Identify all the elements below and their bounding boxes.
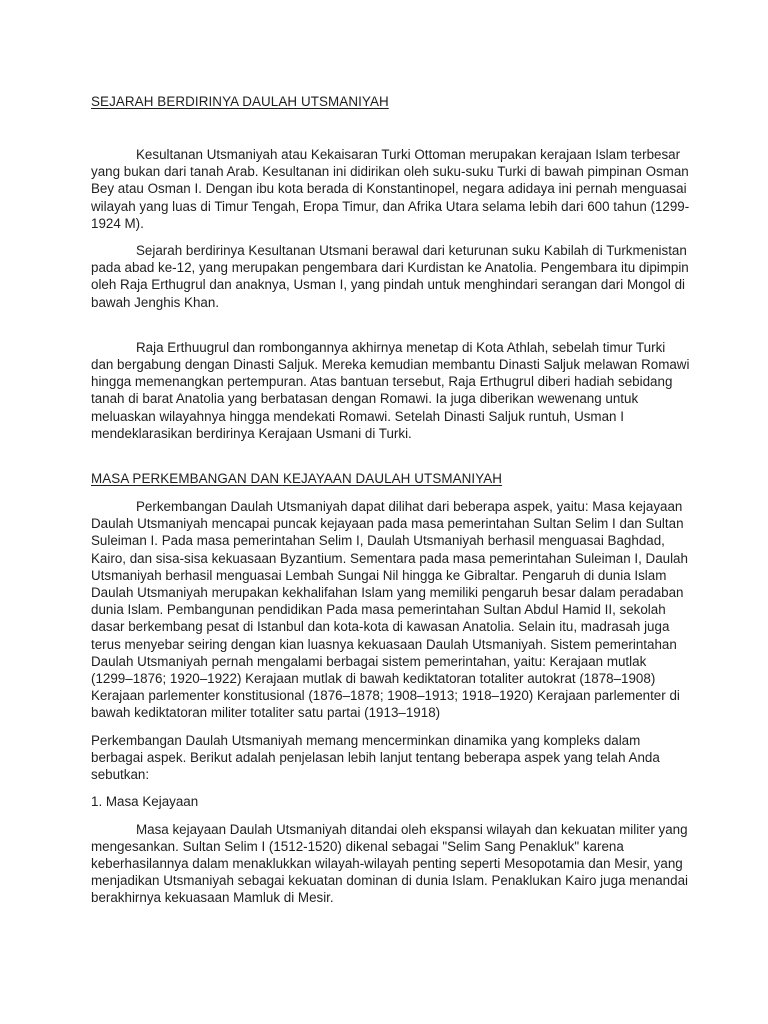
list-item-golden-age: 1. Masa Kejayaan — [91, 794, 199, 810]
paragraph-settlement: Raja Erthuugrul dan rombongannya akhirnya menetap di Kota Athlah, sebelah timur Turki dan bergabung dengan Dinasti Saljuk. Mereka kemudian membantu Dinasti Saljuk melawan Romawi hingga memenangkan pertempuran. Atas bantuan tersebut, Raja Erthugrul diberi hadiah sebidang tanah di barat Anatolia yang berbatasan dengan Romawi. Ia juga diberikan wewenang untuk meluaskan wilayahnya hingga mendekati Romawi. Setelah Dinasti Saljuk runtuh, Usman I mendeklarasikan berdirinya Kerajaan Usmani di Turki. — [91, 339, 690, 441]
section-heading-history: SEJARAH BERDIRINYA DAULAH UTSMANIYAH — [91, 94, 389, 109]
paragraph-development: Perkembangan Daulah Utsmaniyah dapat dilihat dari beberapa aspek, yaitu: Masa kejayaan Daulah Utsmaniyah mencapai puncak kejayaan pada masa pemerintahan Sultan Selim I dan Sultan Suleiman I. Pada masa pemerintahan Selim I, Daulah Utsmaniyah berhasil menguasai Baghdad, Kairo, dan sisa-sisa kekuasaan Byzantium. Sementara pada masa pemerintahan Suleiman I, Daulah Utsmaniyah berhasil menguasai Lembah Sungai Nil hingga ke Gibraltar. Pengaruh di dunia Islam Daulah Utsmaniyah merupakan kekhalifahan Islam yang memiliki pengaruh besar dalam peradaban dunia Islam. Pembangunan pendidikan Pada masa pemerintahan Sultan Abdul Hamid II, sekolah dasar berkembang pesat di Istanbul dan kota-kota di kawasan Anatolia. Selain itu, madrasah juga terus menyebar seiring dengan kian luasnya kekuasaan Daulah Utsmaniyah. Sistem pemerintahan Daulah Utsmaniyah pernah mengalami berbagai sistem pemerintahan, yaitu: Kerajaan mutlak (1299–1876; 1920–1922) Kerajaan mutlak di bawah kediktatoran totaliter autokrat (1878–1908) Kerajaan parlementer konstitusional (1876–1878; 1908–1913; 1918–1920) Kerajaan parlementer di bawah kediktatoran militer totaliter satu partai (1913–1918) — [91, 499, 688, 721]
section-heading-development: MASA PERKEMBANGAN DAN KEJAYAAN DAULAH UTSMANIYAH — [91, 471, 503, 487]
document-body — [91, 94, 691, 907]
paragraph-intro: Kesultanan Utsmaniyah atau Kekaisaran Turki Ottoman merupakan kerajaan Islam terbesar yang bukan dari tanah Arab. Kesultanan ini didirikan oleh suku-suku Turki di bawah pimpinan Osman Bey atau Osman I. Dengan ibu kota berada di Konstantinopel, negara adidaya ini pernah menguasai wilayah yang luas di Timur Tengah, Eropa Timur, dan Afrika Utara selama lebih dari 600 tahun (1299-1924 M). — [91, 147, 690, 231]
paragraph-origins: Sejarah berdirinya Kesultanan Utsmani berawal dari keturunan suku Kabilah di Turkmenistan pada abad ke-12, yang merupakan pengembara dari Kurdistan ke Anatolia. Pengembara itu dipimpin oleh Raja Erthugrul dan anaknya, Usman I, yang pindah untuk menghindari serangan dari Mongol di bawah Jenghis Khan. — [91, 243, 689, 310]
paragraph-dynamics: Perkembangan Daulah Utsmaniyah memang mencerminkan dinamika yang kompleks dalam berbagai aspek. Berikut adalah penjelasan lebih lanjut tentang beberapa aspek yang telah Anda sebutkan: — [91, 732, 660, 783]
paragraph-golden-age: Masa kejayaan Daulah Utsmaniyah ditandai oleh ekspansi wilayah dan kekuatan militer yang mengesankan. Sultan Selim I (1512-1520) dikenal sebagai "Selim Sang Penakluk" karena keberhasilannya dalam menaklukkan wilayah-wilayah penting seperti Mesopotamia dan Mesir, yang menjadikan Utsmaniyah sebagai kekuatan dominan di dunia Islam. Penaklukan Kairo juga menandai berakhirnya kekuasaan Mamluk di Mesir. — [91, 821, 688, 906]
